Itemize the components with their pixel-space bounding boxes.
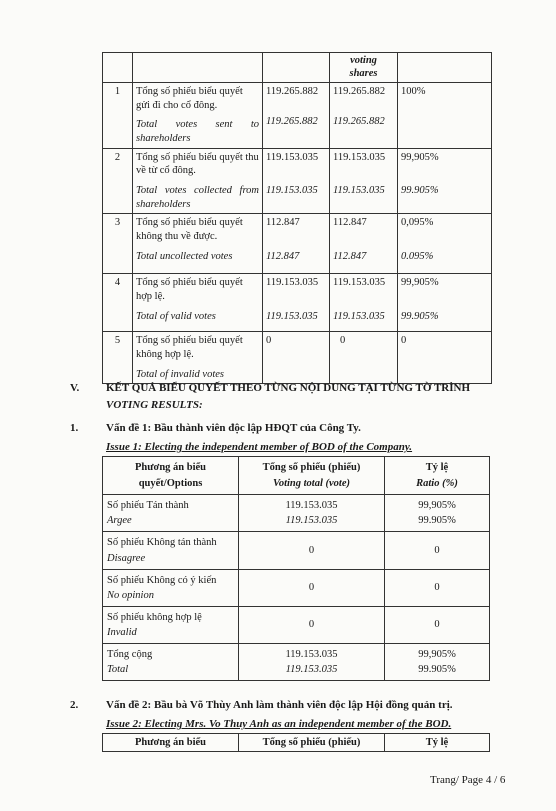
table-header-row: [103, 734, 490, 752]
issue-1-results-table: [102, 456, 490, 681]
table-row: Số phiếu Không tán thành Disagree 0 0: [103, 532, 490, 570]
header-voting-shares: voting shares: [330, 53, 398, 83]
table-row: 4 Tổng số phiếu biểu quyết hợp lệ. Total of valid votes 119.153.035 119.153.035 119.153.035 119.153.035 99,905% 99.905%: [103, 274, 492, 332]
vote-summary-table: [102, 52, 492, 384]
header-voting-total: Tổng số phiếu (phiếu) Voting total (vote): [239, 457, 385, 495]
table-row: Số phiếu Tán thành Argee 119.153.035 119.153.035 99,905% 99.905%: [103, 495, 490, 532]
table-row-total: Tổng cộng Total 119.153.035 119.153.035 99,905% 99.905%: [103, 644, 490, 681]
table-row: Số phiếu Không có ý kiến No opinion 0 0: [103, 570, 490, 607]
table-row: 1 Tổng số phiếu biểu quyết gửi đi cho cổ đông. Total votes sent to shareholders 119.265.882 119.265.882 119.265.882 119.265.882 100%: [103, 83, 492, 149]
header-ratio: Tỷ lệ Ratio (%): [385, 457, 490, 495]
issue-2-heading-en: Issue 2: Electing Mrs. Vo Thuy Anh as an independent member of the BOD.: [106, 718, 452, 730]
table-header-row: [103, 53, 492, 83]
page-number: Trang/ Page 4 / 6: [430, 774, 506, 786]
issue-1-heading-en: Issue 1: Electing the independent member of BOD of the Company.: [106, 441, 413, 453]
table-row: 2 Tổng số phiếu biểu quyết thu về từ cổ đông. Total votes collected from shareholders 119.153.035 119.153.035 119.153.035 119.153.035 99,905% 99.905%: [103, 148, 492, 214]
header-ratio: Tỷ lệ: [385, 734, 490, 752]
header-options: Phương án biểu quyết/Options: [103, 457, 239, 495]
side-stamp-mark: [541, 210, 551, 350]
header-options: Phương án biểu: [103, 734, 239, 752]
header-voting-total: Tổng số phiếu (phiếu): [239, 734, 385, 752]
table-header-row: [103, 457, 490, 495]
table-row: 5 Tổng số phiếu biểu quyết không hợp lệ. Total of invalid votes 0 0 0: [103, 332, 492, 384]
issue-2-results-table: [102, 733, 490, 752]
table-row: 3 Tổng số phiếu biểu quyết không thu về được. Total uncollected votes 112.847 112.847 112.847 112.847 0,095% 0.095%: [103, 214, 492, 274]
table-row: Số phiếu không hợp lệ Invalid 0 0: [103, 607, 490, 644]
